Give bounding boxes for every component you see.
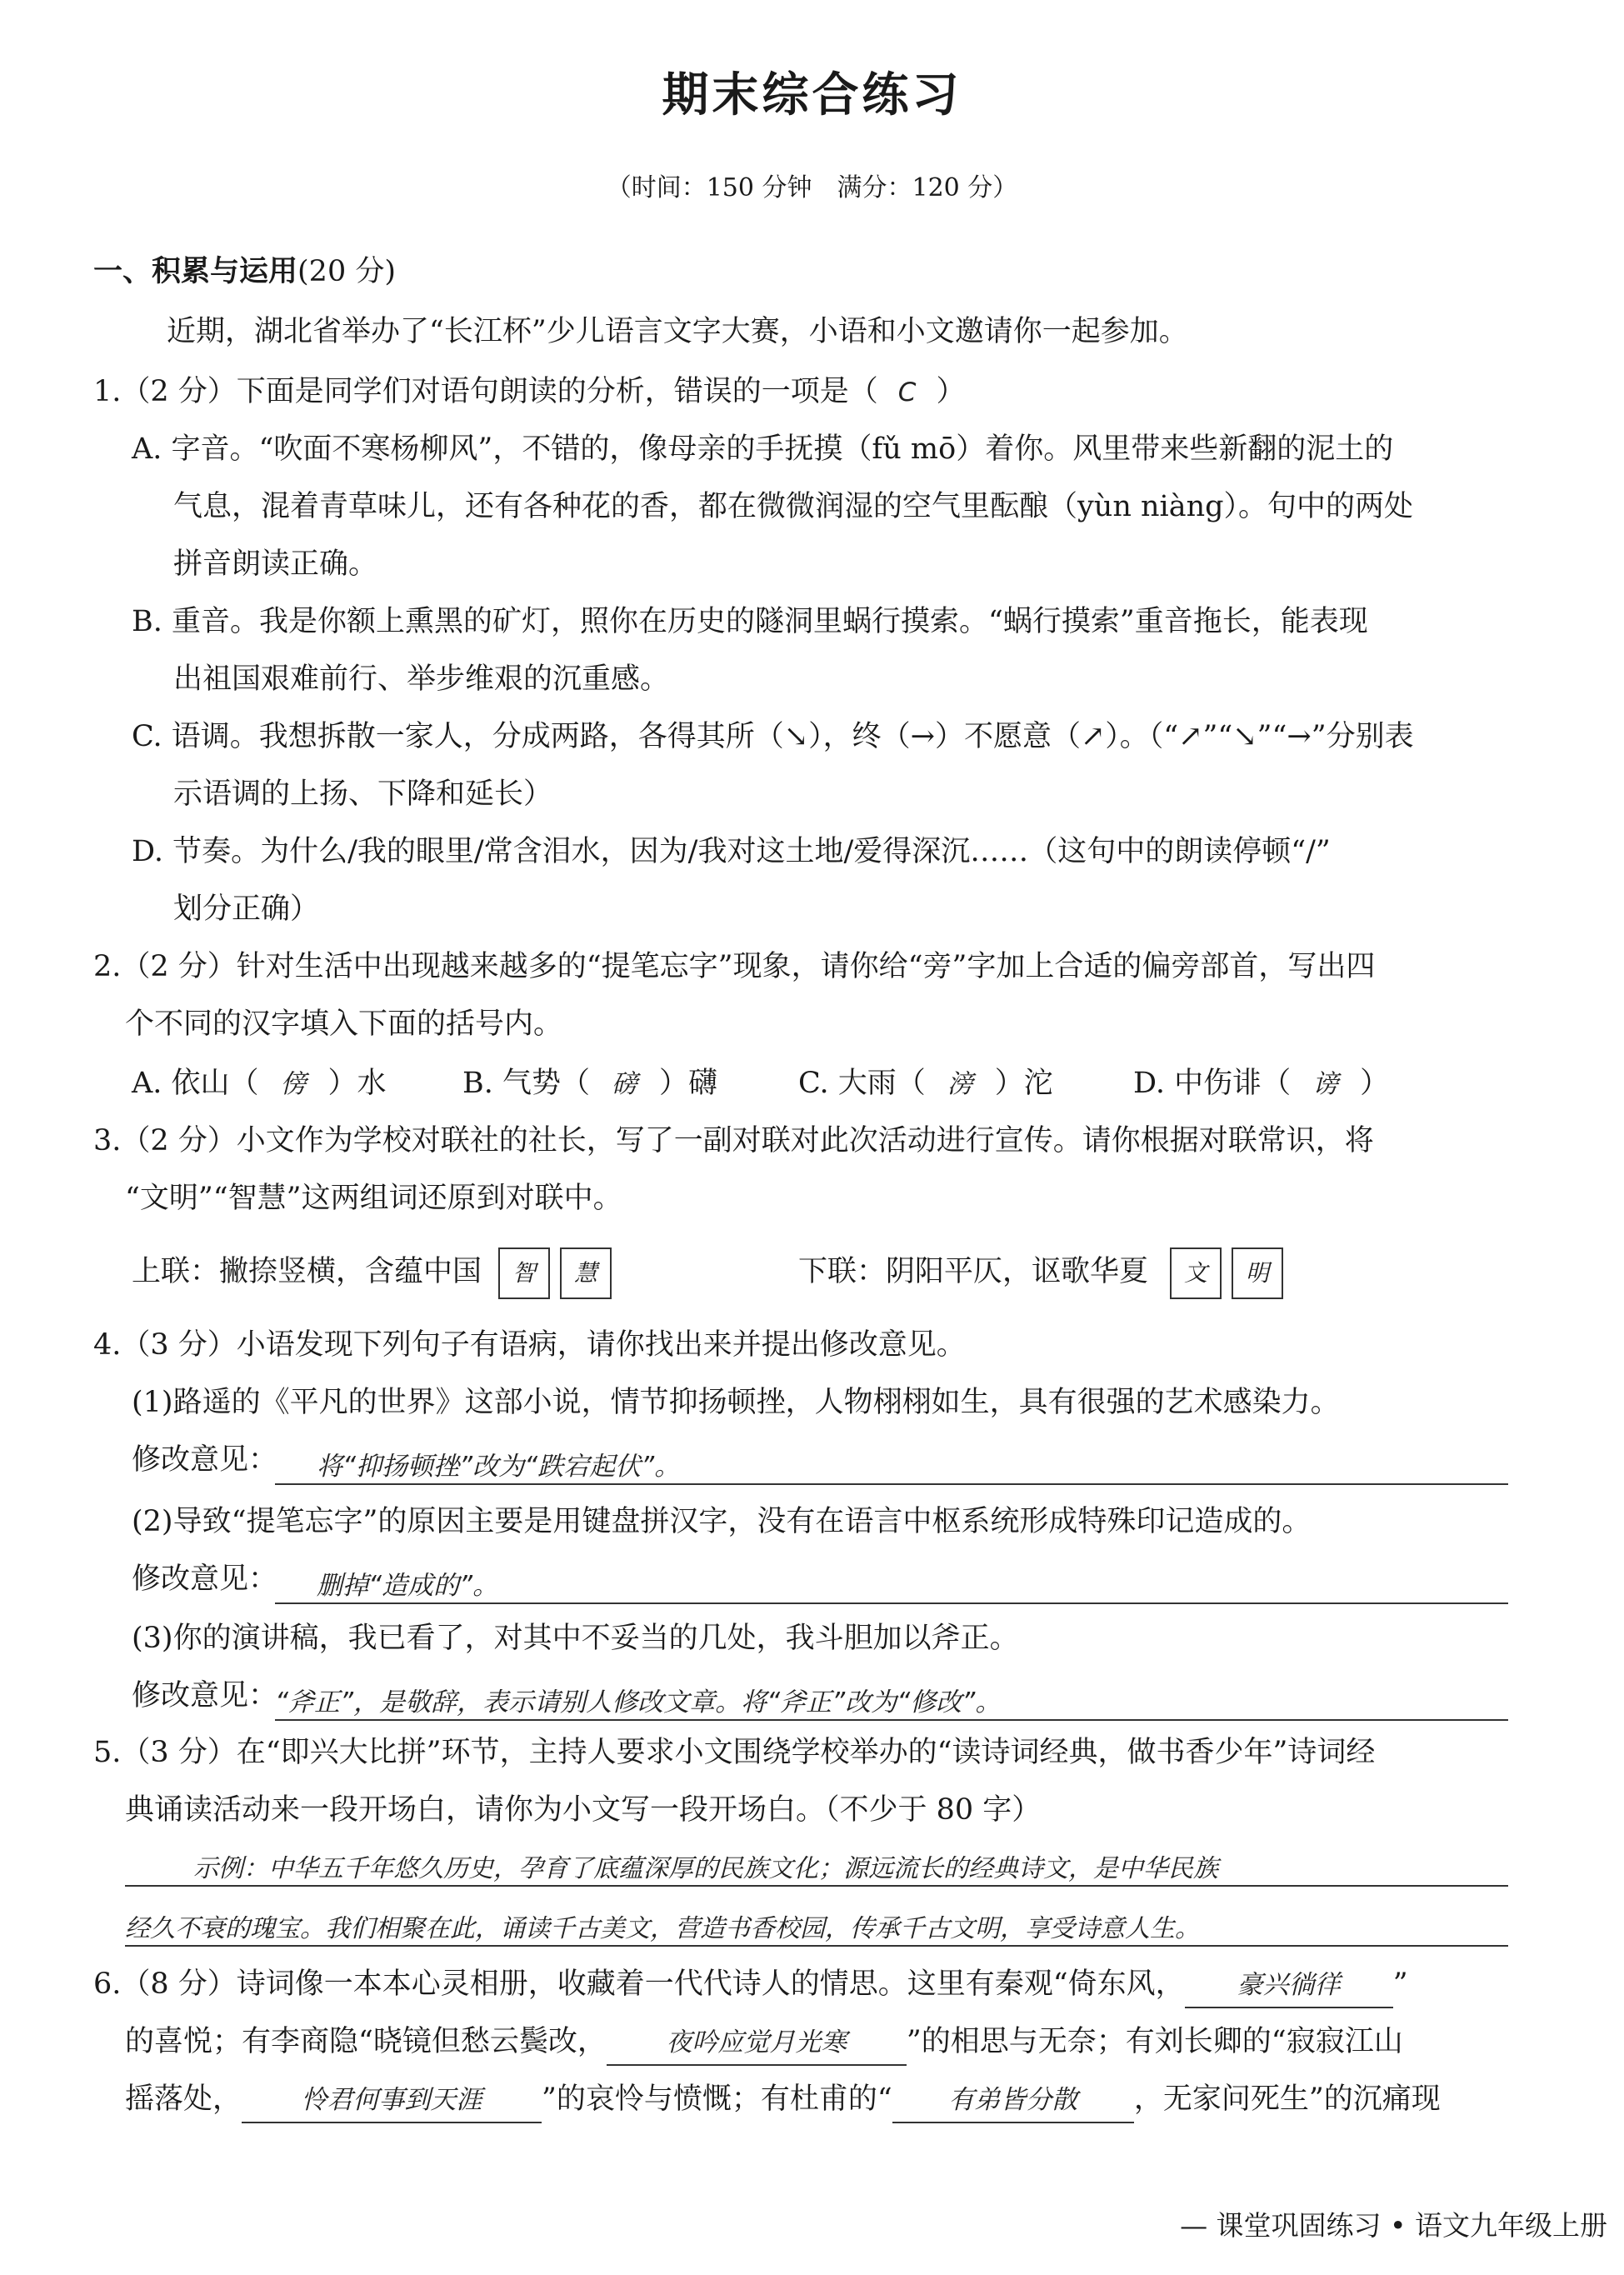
q6-line3-tail: ，无家问死生”的沉痛现 [1133,2082,1441,2116]
q4-answer-2-line [275,1602,1508,1604]
q2-d-suffix: ） [1360,1067,1390,1100]
exam-info: （时间：150 分钟 满分：120 分） [606,173,1018,202]
couplet-lower-label: 下联：阴阳平仄，讴歌华夏 [798,1255,1149,1288]
q1-option-a-line2: 气息，混着青草味儿，还有各种花的香，都在微微润湿的空气里酝酿（yùn niàng）。句中的两处 [173,490,1414,523]
q5-answer-line1: 示例：中华五千年悠久历史，孕育了底蕴深厚的民族文化；源远流长的经典诗文，是中华民族 [193,1854,1218,1883]
q6-line2 [125,2020,1403,2066]
q5-answer-line1-rule [125,1885,1508,1887]
section-score: (20 分) [297,255,396,288]
q1-option-a-line3: 拼音朗读正确。 [173,548,378,581]
q6-line3 [125,2078,1441,2123]
q2-option-b [462,1062,717,1106]
q4-answer-3: “斧正”，是敬辞，表示请别人修改文章。将“斧正”改为“修改”。 [275,1688,1002,1718]
q1-option-d-line1: D. 节奏。为什么/我的眼里/常含泪水，因为/我对这土地/爱得深沉……（这句中的朗读停顿“/” [132,835,1331,868]
q4-label-1: 修改意见： [132,1443,278,1477]
q2-stem-line2: 个不同的汉字填入下面的括号内。 [125,1008,563,1041]
q6-blank-4: 有弟皆分散 [892,2078,1134,2123]
q2-a-prefix: A. 依山（ [132,1067,259,1100]
q2-c-suffix: ）沱 [994,1067,1053,1100]
q1-answer: C [897,378,917,408]
q6-blank-1: 豪兴徜徉 [1185,1963,1393,2008]
q4-sentence-1: (1)路遥的《平凡的世界》这部小说，情节抑扬顿挫，人物栩栩如生，具有很强的艺术感染力。 [132,1386,1340,1419]
q1-option-b-line1: B. 重音。我是你额上熏黑的矿灯，照你在历史的隧洞里蜗行摸索。“蜗行摸索”重音拖长，能表现 [132,605,1368,638]
q1-option-c-line1: C. 语调。我想拆散一家人，分成两路，各得其所（↘），终（→）不愿意（↗）。（“↗”“↘”“→”分别表 [132,720,1414,753]
q6-line1-close: ” [1392,1968,1408,2001]
couplet-lower-box-1: 文 [1170,1248,1222,1299]
q2-d-answer: 谤 [1312,1069,1339,1099]
q2-stem-line1: 2.（2 分）针对生活中出现越来越多的“提笔忘字”现象，请你给“旁”字加上合适的偏旁部首，写出四 [93,950,1376,983]
q2-a-suffix: ）水 [327,1067,387,1100]
section-title: 一、积累与运用 [93,254,298,288]
q1-stem [93,370,965,414]
q5-stem-line1: 5.（3 分）在“即兴大比拼”环节，主持人要求小文围绕学校举办的“读诗词经典，做书香少年”诗词经 [93,1736,1376,1769]
q1-option-b-line2: 出祖国艰难前行、举步维艰的沉重感。 [173,662,670,696]
q6-blank-2: 夜吟应觉月光寒 [607,2021,907,2066]
page-title: 期末综合练习 [662,68,962,122]
q3-stem-line1: 3.（2 分）小文作为学校对联社的社长，写了一副对联对此次活动进行宣传。请你根据对联常识，将 [93,1124,1374,1158]
q6-line2-tail: ”的相思与无奈；有刘长卿的“寂寂江山 [906,2025,1403,2058]
q5-answer-line2-rule [125,1945,1508,1947]
q4-sentence-2: (2)导致“提笔忘字”的原因主要是用键盘拼汉字，没有在语言中枢系统形成特殊印记造成的。 [132,1505,1312,1538]
q2-c-prefix: C. 大雨（ [798,1067,926,1100]
q4-answer-3-line [275,1719,1508,1721]
q6-line2-text: 的喜悦；有李商隐“晓镜但愁云鬓改， [125,2025,607,2058]
page-footer: — 课堂巩固练习 • 语文九年级上册 [1180,2209,1607,2242]
q2-b-suffix: ）礴 [658,1067,717,1100]
couplet-upper-label: 上联：撇捺竖横，含蕴中国 [132,1255,482,1288]
couplet-upper-box-2: 慧 [560,1248,612,1299]
q6-line3-text: 摇落处， [125,2082,242,2116]
q4-answer-1-line [275,1483,1508,1485]
couplet-upper-box-1: 智 [498,1248,550,1299]
q2-a-answer: 傍 [280,1069,307,1099]
q3-stem-line2: “文明”“智慧”这两组词还原到对联中。 [125,1182,622,1215]
q2-option-d [1133,1062,1389,1106]
q1-stem-text: 1.（2 分）下面是同学们对语句朗读的分析，错误的一项是（ [93,375,878,408]
section-heading [93,250,396,293]
q5-answer-line2: 经久不衰的瑰宝。我们相聚在此，诵读千古美文，营造书香校园，传承千古文明，享受诗意人生。 [125,1914,1200,1943]
q1-option-a-line1: A. 字音。“吹面不寒杨柳风”，不错的，像母亲的手抚摸（fǔ mō）着你。风里带来些新翻的泥土的 [132,432,1394,466]
q1-option-d-line2: 划分正确） [173,892,320,926]
q4-answer-2: 删掉“造成的”。 [317,1571,499,1601]
q6-line3-mid: ”的哀怜与愤慨；有杜甫的“ [542,2082,892,2116]
couplet-lower-box-2: 明 [1232,1248,1283,1299]
q1-close: ） [936,375,966,408]
q6-line1-text: 6.（8 分）诗词像一本本心灵相册，收藏着一代代诗人的情思。这里有秦观“倚东风， [93,1968,1185,2001]
q4-sentence-3: (3)你的演讲稿，我已看了，对其中不妥当的几处，我斗胆加以斧正。 [132,1622,1019,1655]
q1-option-c-line2: 示语调的上扬、下降和延长） [173,778,553,811]
q2-d-prefix: D. 中伤诽（ [1133,1067,1292,1100]
q2-option-c [798,1062,1053,1106]
q2-option-a [132,1062,387,1106]
q6-line1 [93,1962,1408,2008]
q2-b-prefix: B. 气势（ [462,1067,590,1100]
q4-label-2: 修改意见： [132,1562,278,1596]
q6-blank-3: 怜君何事到天涯 [242,2078,542,2123]
q4-answer-1: 将“抑扬顿挫”改为“跌宕起伏”。 [317,1452,681,1482]
q2-c-answer: 滂 [947,1069,973,1099]
q5-stem-line2: 典诵读活动来一段开场白，请你为小文写一段开场白。（不少于 80 字） [125,1793,1042,1827]
q2-b-answer: 磅 [611,1069,637,1099]
intro-text: 近期，湖北省举办了“长江杯”少儿语言文字大赛，小语和小文邀请你一起参加。 [167,315,1188,348]
q4-label-3: 修改意见： [132,1679,278,1712]
q4-stem: 4.（3 分）小语发现下列句子有语病，请你找出来并提出修改意见。 [93,1328,966,1362]
